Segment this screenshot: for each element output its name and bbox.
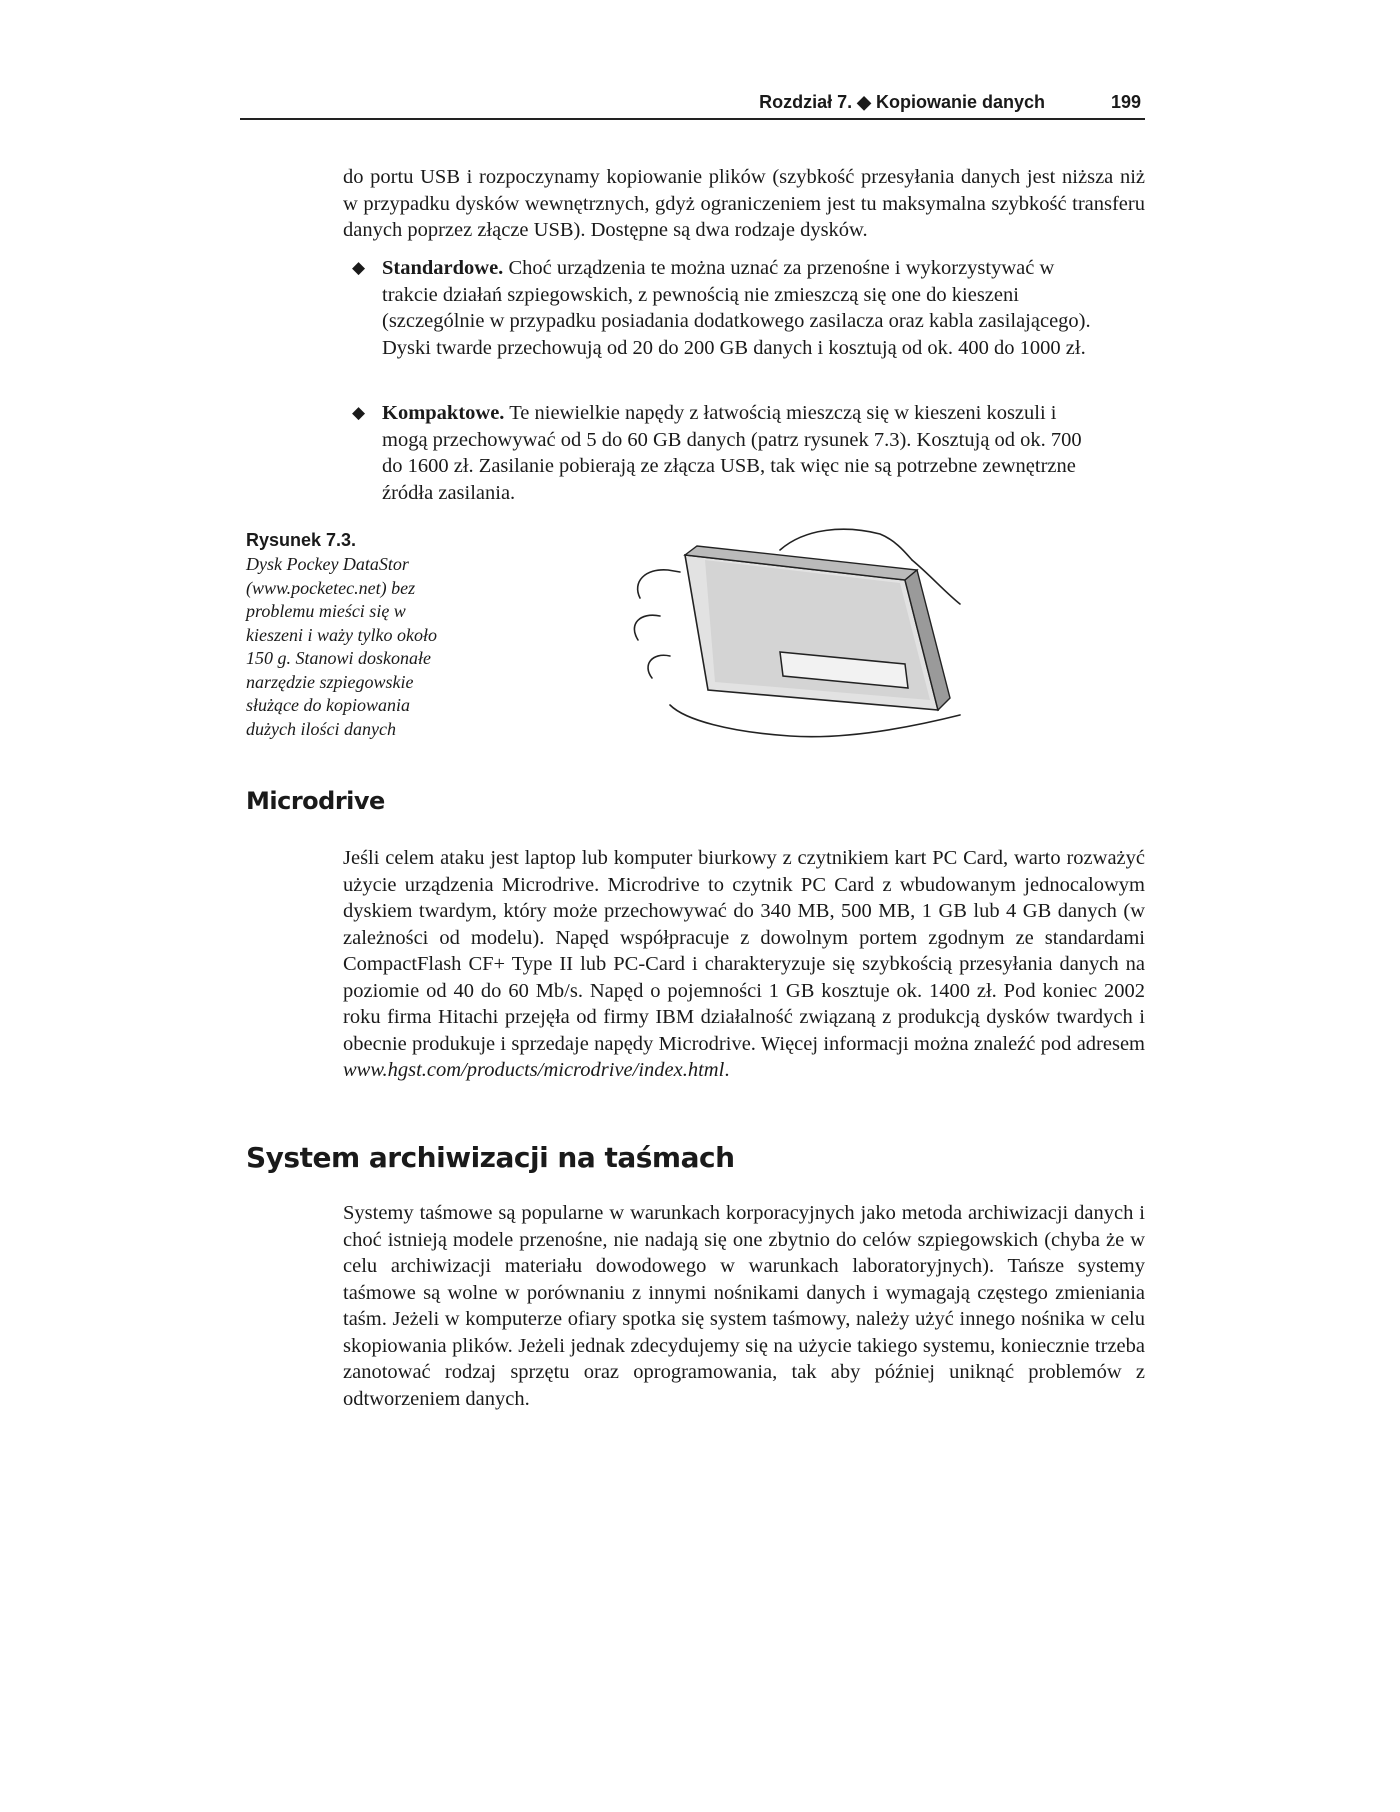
diamond-bullet-icon: ◆ [352, 258, 366, 278]
tape-archive-paragraph: Systemy taśmowe są popularne w warunkach korporacyjnych jako metoda archiwizacji danych i choć istnieją modele przenośne, nie nadają się one zbytnio do celów szpiegowskich (chyba że w celu archiwizacji materiału dowodowego w warunkach laboratoryjnych). Tańsze systemy taśmowe są wolne w porównaniu z innymi nośnikami danych i wymagają częstego zmieniania taśm. Jeżeli w komputerze ofiary spotka się system taśmowy, należy użyć innego nośnika w celu skopiowania plików. Jeżeli jednak zdecydujemy się na użycie takiego systemu, koniecznie trzeba zanotować rodzaj sprzętu oraz oprogramowania, tak aby później uniknąć problemów z odtworzeniem danych. [343, 1202, 1145, 1410]
microdrive-paragraph [343, 845, 1145, 1084]
page-number: 199 [1110, 92, 1141, 112]
section-heading-microdrive: Microdrive [246, 787, 385, 815]
bullet-standard-text [382, 255, 1092, 361]
hand-thumb-outline [780, 529, 912, 560]
figure-caption [246, 530, 446, 741]
figure-label: Rysunek 7.3. [246, 530, 357, 550]
microdrive-text-end: . [724, 1059, 730, 1081]
bullet-body: Choć urządzenia te można uznać za przenośne i wykorzystywać w trakcie działań szpiegowskich, z pewnością nie zmieszczą się one do kieszeni (szczególnie w przypadku posiadania dodatkowego zasilacza oraz kabla zasilającego). Dyski twarde przechowują od 20 do 200 GB danych i kosztują od ok. 400 do 1000 zł. [382, 257, 1091, 359]
bullet-compact [352, 400, 1092, 506]
section-heading-tape-archive: System archiwizacji na taśmach [246, 1141, 735, 1174]
microdrive-url: www.hgst.com/products/microdrive/index.html [343, 1059, 725, 1081]
intro-paragraph: do portu USB i rozpoczynamy kopiowanie plików (szybkość przesyłania danych jest niższa niż w przypadku dysków wewnętrznych, gdyż ograniczeniem jest tu maksymalna szybkość transferu danych poprzez złącze USB). Dostępne są dwa rodzaje dysków. [343, 166, 1145, 241]
bullet-standard [352, 255, 1092, 361]
figure-caption-text: Dysk Pockey DataStor (www.pocketec.net) bez problemu mieści się w kieszeni i waży tylko około 150 g. Stanowi doskonałe narzędzie szpiegowskie służące do kopiowania dużych ilości danych [246, 554, 437, 739]
running-head [240, 88, 1145, 120]
bullet-term: Kompaktowe. [382, 402, 505, 424]
bullet-compact-text [382, 400, 1092, 506]
microdrive-text: Jeśli celem ataku jest laptop lub komputer biurkowy z czytnikiem kart PC Card, warto rozważyć użycie urządzenia Microdrive. Microdrive to czytnik PC Card z wbudowanym jednocalowym dyskiem twardym, który może przechowywać do 340 MB, 500 MB, 1 GB lub 4 GB danych (w zależności od modelu). Napęd współpracuje z dowolnym portem zgodnym ze standardami CompactFlash CF+ Type II lub PC-Card i charakteryzuje się szybkością przesyłania danych na poziomie od 40 do 60 Mb/s. Napęd o pojemności 1 GB kosztuje ok. 1400 zł. Pod koniec 2002 roku firma Hitachi przejęła od firmy IBM działalność związaną z produkcją dysków twardych i obecnie produkuje i sprzedaje napędy Microdrive. Więcej informacji można znaleźć pod adresem [343, 847, 1145, 1055]
drive-illustration [685, 546, 950, 710]
diamond-bullet-icon: ◆ [352, 403, 366, 423]
bullet-term: Standardowe. [382, 257, 504, 279]
bullet-body: Te niewielkie napędy z łatwością mieszczą się w kieszeni koszuli i mogą przechowywać od 5 do 60 GB danych (patrz rysunek 7.3). Kosztują od ok. 700 do 1600 zł. Zasilanie pobierają ze złącza USB, tak więc nie są potrzebne zewnętrzne źródła zasilania. [382, 402, 1082, 504]
hand-holding-drive-illustration [630, 520, 970, 740]
chapter-title: Rozdział 7. ◆ Kopiowanie danych [759, 92, 1045, 112]
